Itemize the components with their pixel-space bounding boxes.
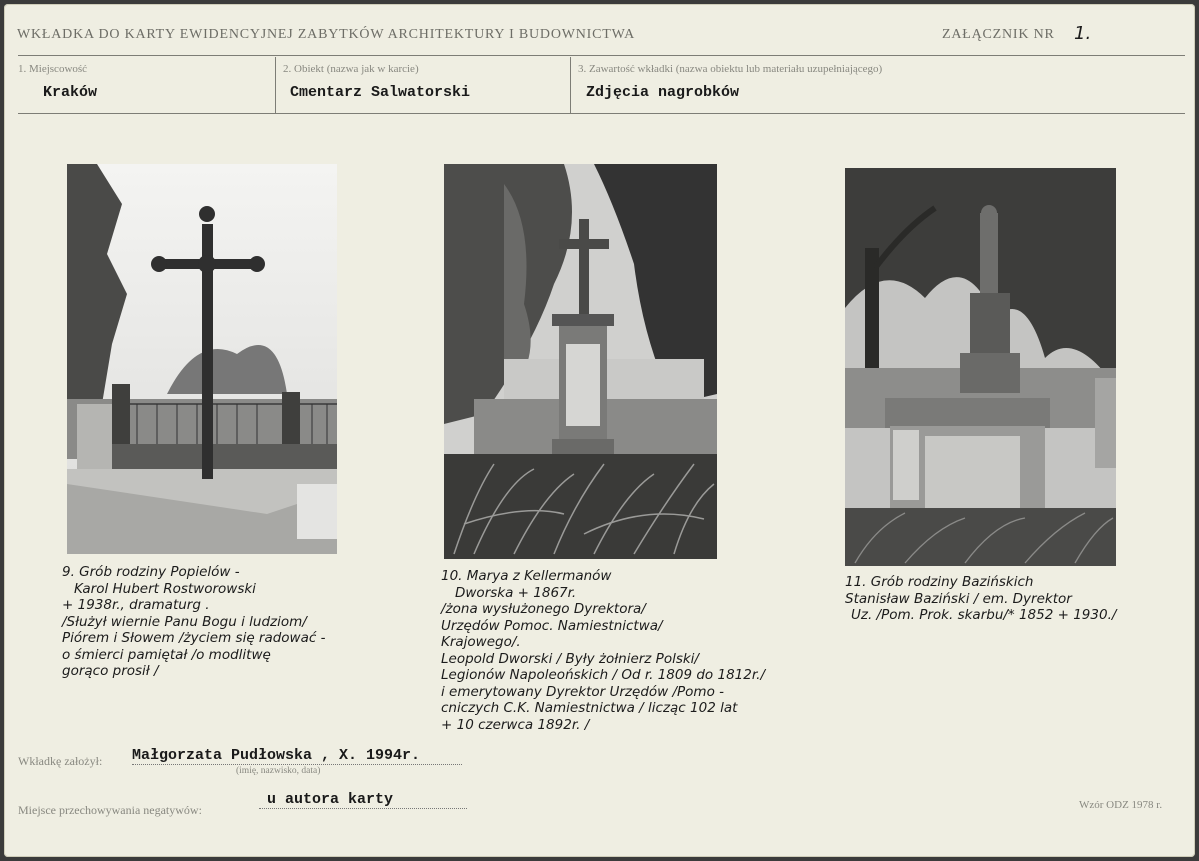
annex-number: 1. [1074,23,1092,44]
caption-photo-11 [845,574,1116,624]
field-divider [570,57,571,113]
photo-grave-popiel [67,164,337,554]
content-label: 3. Zawartość wkładki (nazwa obiektu lub materiału uzupełniającego) [578,63,883,75]
object-label: 2. Obiekt (nazwa jak w karcie) [283,63,419,75]
storage-label: Miejsce przechowywania negatywów: [18,803,202,817]
caption-line: Uz. /Pom. Prok. skarbu/* 1852 + 1930./ [851,607,1117,623]
author-hint: (imię, nazwisko, data) [236,766,321,776]
storage-value: u autora karty [259,791,467,809]
caption-line: /Służył wiernie Panu Bogu i ludziom/ [62,613,307,630]
caption-line: Karol Hubert Rostworowski [74,580,256,597]
author-value: Małgorzata Pudłowska , X. 1994r. [132,747,462,765]
field-divider [275,57,276,113]
caption-photo-9 [62,564,325,680]
annex-label: ZAŁĄCZNIK NR [942,27,1055,42]
caption-line: Leopold Dworski / Były żołnierz Polski/ [441,650,699,667]
caption-line: i emerytowany Dyrektor Urzędów /Pomo - [441,683,725,700]
record-card [4,4,1195,857]
author-label: Wkładkę założył: [18,754,103,768]
caption-line: Dworska + 1867r. [455,584,577,601]
caption-line: 10. Marya z Kellermanów [441,568,612,584]
card-title: WKŁADKA DO KARTY EWIDENCYJNEJ ZABYTKÓW ARCHITEKTURY I BUDOWNICTWA [17,27,635,42]
caption-line: cniczych C.K. Namiestnictwa / licząc 102 lat [441,700,738,716]
place-value: Kraków [43,84,98,101]
caption-line: + 1938r., dramaturg . [62,597,210,613]
photo-grave-bazinski [845,168,1116,566]
caption-line: Krajowego/. [441,634,521,650]
caption-line: 9. Grób rodziny Popielów - [62,564,240,580]
content-value: Zdjęcia nagrobków [586,84,740,101]
fields-divider [18,113,1185,114]
caption-line: gorąco prosił / [62,663,159,679]
header-divider [18,55,1185,56]
object-value: Cmentarz Salwatorski [290,84,471,101]
photo-grave-dworski [444,164,717,559]
caption-line: o śmierci pamiętał /o modlitwę [62,646,271,663]
caption-line: + 10 czerwca 1892r. / [441,716,590,733]
caption-line: 11. Grób rodziny Bazińskich [845,574,1034,590]
caption-line: /żona wysłużonego Dyrektora/ [441,601,646,617]
caption-line: Legionów Napoleońskich / Od r. 1809 do 1812r./ [441,667,765,683]
form-code: Wzór ODZ 1978 r. [1079,799,1163,811]
place-label: 1. Miejscowość [18,63,88,75]
caption-line: Stanisław Baziński / em. Dyrektor [845,590,1072,607]
caption-line: Urzędów Pomoc. Namiestnictwa/ [441,617,663,634]
caption-line: Piórem i Słowem /życiem się radować - [62,630,326,646]
caption-photo-10 [441,568,765,733]
